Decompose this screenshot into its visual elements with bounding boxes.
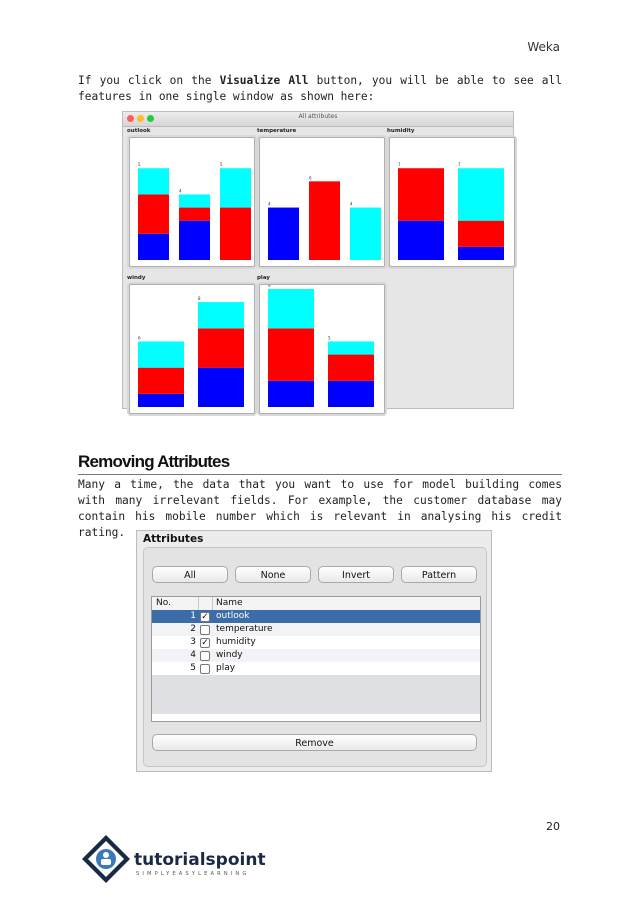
bar-segment-red bbox=[220, 208, 251, 260]
bar-segment-red bbox=[138, 368, 184, 394]
bar-segment-red bbox=[309, 181, 340, 260]
bar-segment-red bbox=[398, 168, 444, 220]
column-name[interactable]: Name bbox=[216, 598, 243, 608]
bar-count-label: 4 bbox=[350, 201, 353, 207]
row-name: humidity bbox=[216, 637, 256, 647]
logo-book bbox=[101, 859, 111, 865]
histogram-svg bbox=[260, 285, 384, 413]
attribute-plot-outlook[interactable] bbox=[129, 137, 255, 267]
table-row[interactable] bbox=[152, 662, 480, 675]
bar-count-label: 7 bbox=[458, 162, 461, 168]
bar-segment-cyan bbox=[350, 208, 381, 260]
attribute-plot-temperature[interactable] bbox=[259, 137, 385, 267]
bar-segment-blue bbox=[198, 368, 244, 407]
histogram-svg bbox=[130, 138, 254, 266]
bar-count-label: 7 bbox=[398, 162, 401, 168]
bar-segment-cyan bbox=[220, 168, 251, 207]
bar-count-label: 6 bbox=[309, 175, 312, 181]
bar-segment-blue bbox=[268, 381, 314, 407]
bar-count-label: 4 bbox=[179, 188, 182, 194]
plot-title: temperature bbox=[257, 128, 297, 134]
logo-sub-text: SIMPLYEASYLEARNING bbox=[136, 871, 250, 877]
bar-count-label: 5 bbox=[220, 162, 223, 168]
window-title: All attributes bbox=[298, 113, 338, 120]
row-checkbox[interactable]: ✓ bbox=[201, 612, 209, 622]
plot-title: humidity bbox=[387, 128, 415, 134]
none-button[interactable]: None bbox=[235, 566, 311, 583]
bar-segment-blue bbox=[179, 221, 210, 260]
bar-segment-cyan bbox=[328, 341, 374, 354]
row-number: 1 bbox=[190, 611, 196, 621]
bar-segment-cyan bbox=[198, 302, 244, 328]
bar-segment-cyan bbox=[179, 194, 210, 207]
table-row[interactable] bbox=[152, 649, 480, 662]
removing-paragraph: Many a time, the data that you want to use for model building comes with many irrelevant fields. For example, the customer database may contain his mobile number which is relevant in analysing his credit rating. bbox=[78, 478, 562, 539]
row-number: 5 bbox=[190, 663, 196, 673]
table-row[interactable] bbox=[152, 623, 480, 636]
bar-segment-cyan bbox=[138, 168, 169, 194]
row-checkbox[interactable]: ✓ bbox=[201, 638, 209, 648]
row-name: windy bbox=[216, 650, 243, 660]
table-row[interactable] bbox=[152, 610, 480, 623]
column-divider bbox=[212, 597, 213, 610]
pattern-button[interactable]: Pattern bbox=[401, 566, 477, 583]
invert-button[interactable]: Invert bbox=[318, 566, 394, 583]
intro-paragraph bbox=[78, 73, 562, 105]
plot-title: outlook bbox=[127, 128, 151, 134]
bar-segment-red bbox=[328, 355, 374, 381]
page-number: 20 bbox=[546, 820, 560, 833]
bar-count-label: 5 bbox=[328, 335, 331, 341]
bar-count-label: 9 bbox=[268, 285, 271, 288]
row-number: 2 bbox=[190, 624, 196, 634]
bar-segment-cyan bbox=[138, 341, 184, 367]
table-row[interactable] bbox=[152, 636, 480, 649]
section-heading: Removing Attributes bbox=[78, 452, 562, 475]
bar-segment-red bbox=[138, 194, 169, 233]
row-checkbox[interactable] bbox=[200, 625, 210, 635]
bar-segment-red bbox=[198, 328, 244, 367]
attribute-plot-windy[interactable] bbox=[129, 284, 255, 414]
bar-segment-blue bbox=[398, 221, 444, 260]
row-name: play bbox=[216, 663, 236, 673]
table-row-empty bbox=[152, 675, 480, 688]
bar-count-label: 4 bbox=[268, 201, 271, 207]
bar-segment-red bbox=[268, 328, 314, 380]
bar-segment-blue bbox=[328, 381, 374, 407]
tutorialspoint-logo bbox=[78, 833, 278, 885]
bar-count-label: 6 bbox=[138, 335, 141, 341]
table-header bbox=[152, 597, 480, 611]
intro-text: If you click on the bbox=[78, 74, 220, 87]
row-name: temperature bbox=[216, 624, 273, 634]
column-no[interactable]: No. bbox=[156, 598, 171, 608]
attributes-title: Attributes bbox=[143, 533, 204, 545]
all-attributes-window bbox=[122, 111, 514, 409]
row-checkbox[interactable] bbox=[200, 664, 210, 674]
row-number: 3 bbox=[190, 637, 196, 647]
bar-segment-blue bbox=[268, 208, 299, 260]
plot-title: play bbox=[257, 275, 270, 281]
bar-segment-red bbox=[179, 208, 210, 221]
bar-segment-blue bbox=[138, 394, 184, 407]
table-row-empty bbox=[152, 688, 480, 701]
table-row-empty bbox=[152, 701, 480, 714]
bar-segment-blue bbox=[458, 247, 504, 260]
visualize-all-term: Visualize All bbox=[219, 74, 309, 87]
all-button[interactable]: All bbox=[152, 566, 228, 583]
attributes-panel bbox=[136, 530, 492, 772]
logo-head bbox=[103, 852, 109, 858]
attributes-table bbox=[151, 596, 481, 722]
row-checkbox[interactable] bbox=[200, 651, 210, 661]
attributes-box bbox=[143, 547, 487, 767]
attribute-plot-play[interactable] bbox=[259, 284, 385, 414]
bar-segment-red bbox=[458, 221, 504, 247]
bar-segment-cyan bbox=[458, 168, 504, 220]
logo-main-text: tutorialspoint bbox=[134, 850, 266, 870]
histogram-svg bbox=[390, 138, 514, 266]
window-titlebar bbox=[123, 112, 513, 127]
row-number: 4 bbox=[190, 650, 196, 660]
bar-segment-cyan bbox=[268, 289, 314, 328]
bar-segment-blue bbox=[138, 234, 169, 260]
page-header: Weka bbox=[527, 40, 560, 54]
intro-text-rest: button, you will be able to see all features in one single window as shown here: bbox=[78, 74, 562, 103]
histogram-svg bbox=[260, 138, 384, 266]
column-divider bbox=[198, 597, 199, 610]
bar-count-label: 8 bbox=[198, 296, 201, 302]
remove-button[interactable]: Remove bbox=[152, 734, 477, 751]
plot-title: windy bbox=[127, 275, 146, 281]
histogram-svg bbox=[130, 285, 254, 413]
attribute-plot-humidity[interactable] bbox=[389, 137, 515, 267]
logo-graphic bbox=[78, 833, 278, 885]
row-name: outlook bbox=[216, 611, 250, 621]
bar-count-label: 5 bbox=[138, 162, 141, 168]
